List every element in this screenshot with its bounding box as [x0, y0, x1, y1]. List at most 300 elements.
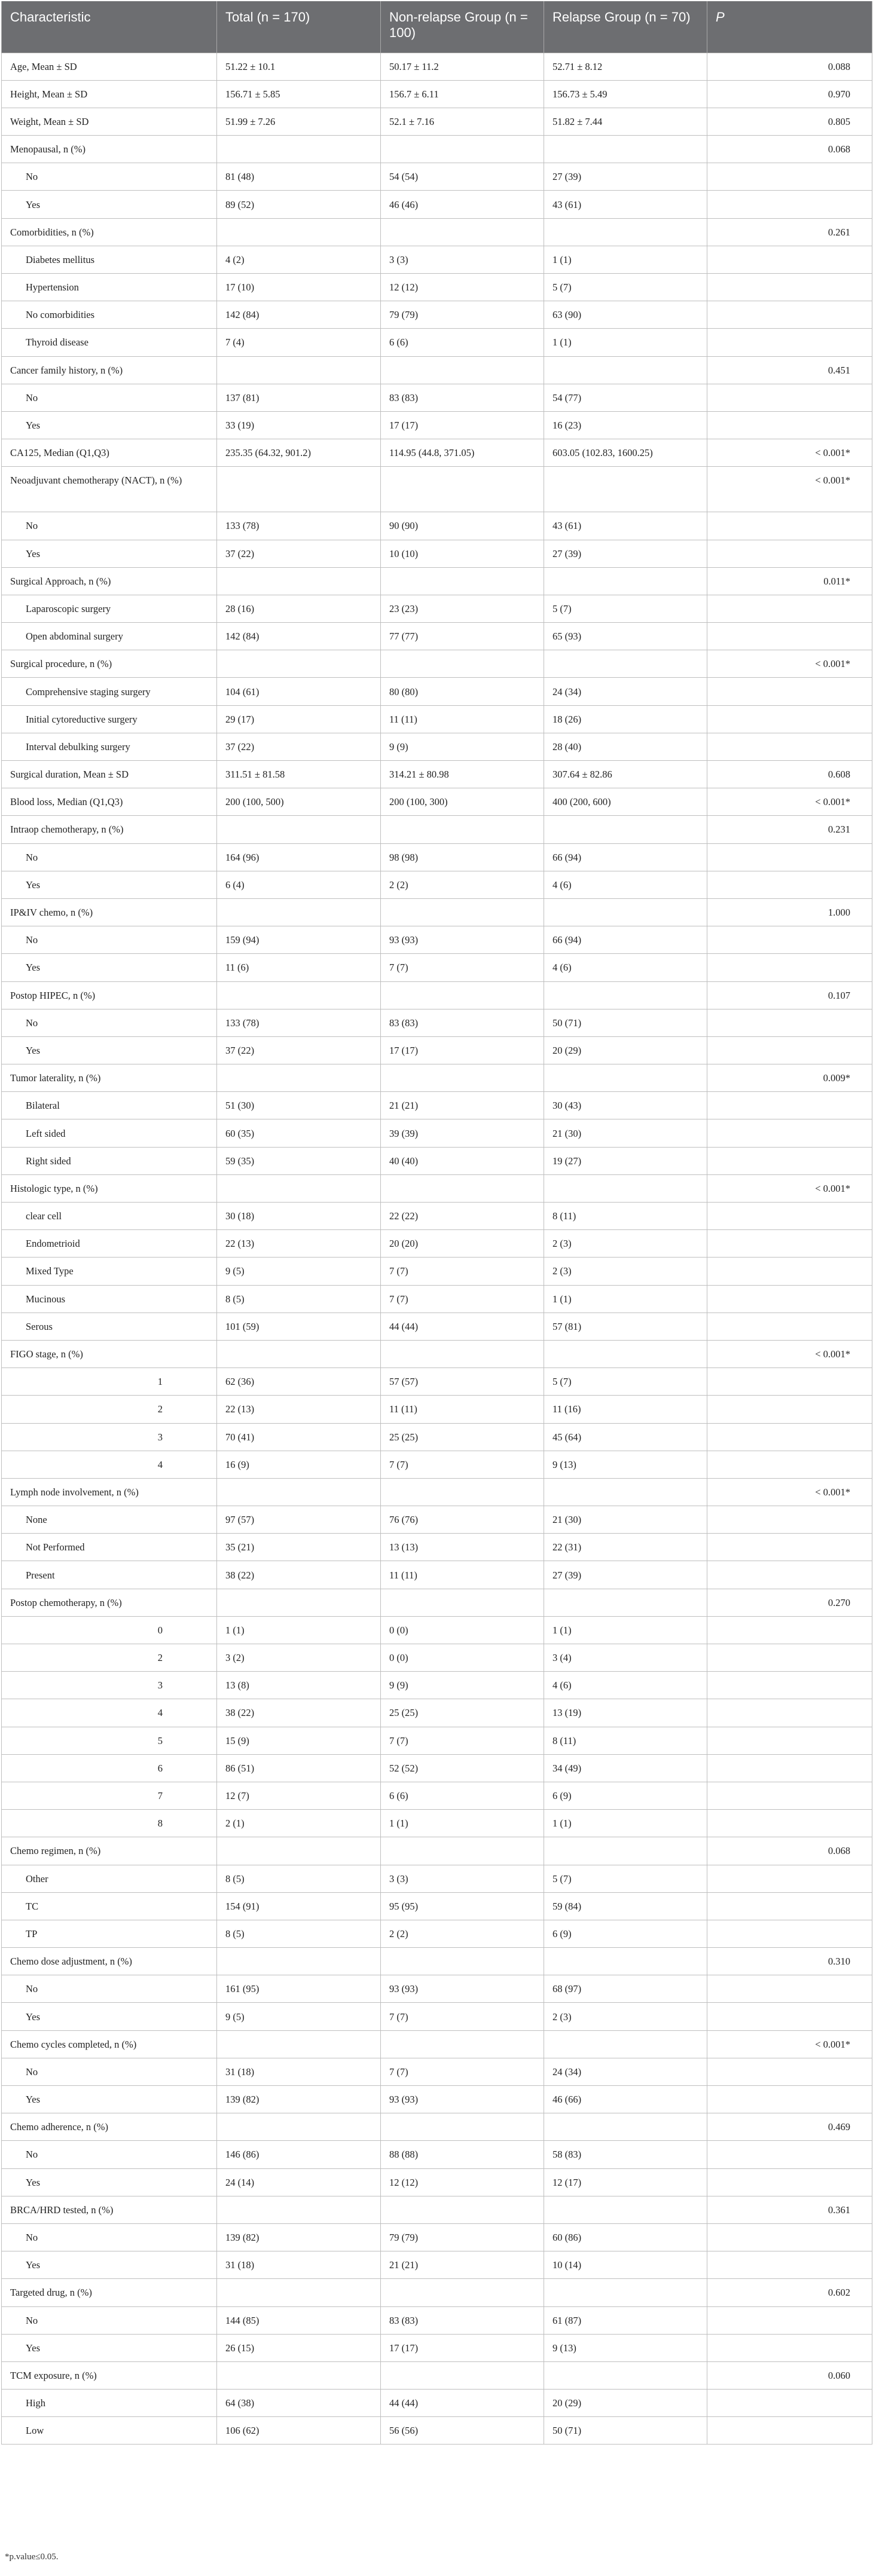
header-p-value: P: [707, 1, 872, 53]
cell-p-value: [707, 1644, 872, 1672]
table-row: [2, 53, 872, 80]
cell-p-value: [707, 512, 872, 540]
cell-nonrelapse: 22 (22): [381, 1203, 544, 1230]
table-row: [2, 411, 872, 439]
cell-nonrelapse: [381, 981, 544, 1009]
cell-relapse: 21 (30): [544, 1119, 707, 1147]
cell-total: 7 (4): [217, 329, 381, 356]
cell-nonrelapse: 79 (79): [381, 2223, 544, 2251]
cell-total: 1 (1): [217, 1616, 381, 1644]
cell-total: 311.51 ± 81.58: [217, 761, 381, 788]
table-row: [2, 329, 872, 356]
cell-p-value: 0.011*: [707, 567, 872, 595]
table-row: [2, 2141, 872, 2168]
cell-total: 89 (52): [217, 191, 381, 218]
cell-total: [217, 2279, 381, 2306]
cell-characteristic: Chemo regimen, n (%): [2, 1837, 217, 1865]
cell-relapse: 50 (71): [544, 1009, 707, 1036]
cell-total: 11 (6): [217, 954, 381, 981]
cell-characteristic: Chemo adherence, n (%): [2, 2113, 217, 2141]
cell-p-value: [707, 2251, 872, 2279]
cell-total: 104 (61): [217, 678, 381, 705]
cell-characteristic: No comorbidities: [2, 301, 217, 329]
cell-total: 139 (82): [217, 2086, 381, 2113]
cell-p-value: < 0.001*: [707, 1340, 872, 1367]
cell-p-value: [707, 1368, 872, 1396]
table-row: [2, 1258, 872, 1285]
table-row: [2, 1948, 872, 1975]
table-row: [2, 1865, 872, 1892]
cell-p-value: 0.451: [707, 356, 872, 384]
cell-relapse: 5 (7): [544, 1865, 707, 1892]
cell-nonrelapse: 23 (23): [381, 595, 544, 622]
cell-p-value: [707, 926, 872, 954]
cell-relapse: 65 (93): [544, 623, 707, 650]
cell-characteristic: Other: [2, 1865, 217, 1892]
cell-nonrelapse: 95 (95): [381, 1892, 544, 1920]
table-row: [2, 2390, 872, 2417]
table-row: [2, 1368, 872, 1396]
table-row: [2, 733, 872, 760]
cell-p-value: [707, 1147, 872, 1174]
cell-total: 142 (84): [217, 623, 381, 650]
cell-p-value: [707, 1534, 872, 1561]
cell-total: 37 (22): [217, 540, 381, 567]
cell-p-value: [707, 1451, 872, 1478]
cell-relapse: 156.73 ± 5.49: [544, 80, 707, 108]
cell-total: 3 (2): [217, 1644, 381, 1672]
cell-total: 12 (7): [217, 1782, 381, 1809]
table-row: [2, 2279, 872, 2306]
table-row: [2, 540, 872, 567]
cell-nonrelapse: [381, 1174, 544, 1202]
table-row: [2, 1203, 872, 1230]
cell-total: 29 (17): [217, 705, 381, 733]
cell-characteristic: Left sided: [2, 1119, 217, 1147]
cell-characteristic: No: [2, 926, 217, 954]
cell-relapse: 27 (39): [544, 540, 707, 567]
table-row: [2, 678, 872, 705]
cell-nonrelapse: 156.7 ± 6.11: [381, 80, 544, 108]
cell-relapse: 60 (86): [544, 2223, 707, 2251]
cell-p-value: 0.310: [707, 1948, 872, 1975]
table-row: [2, 2113, 872, 2141]
cell-characteristic: Chemo cycles completed, n (%): [2, 2030, 217, 2058]
table-row: [2, 2030, 872, 2058]
cell-relapse: [544, 1589, 707, 1616]
cell-nonrelapse: 7 (7): [381, 954, 544, 981]
cell-nonrelapse: 21 (21): [381, 1092, 544, 1119]
table-row: [2, 1230, 872, 1258]
cell-relapse: 66 (94): [544, 926, 707, 954]
cell-p-value: [707, 1727, 872, 1754]
table-row: [2, 191, 872, 218]
cell-relapse: [544, 981, 707, 1009]
cell-total: [217, 1174, 381, 1202]
table-row: [2, 954, 872, 981]
cell-nonrelapse: [381, 1589, 544, 1616]
cell-total: 13 (8): [217, 1672, 381, 1699]
cell-nonrelapse: 17 (17): [381, 1036, 544, 1064]
cell-nonrelapse: 93 (93): [381, 926, 544, 954]
cell-characteristic: Endometrioid: [2, 1230, 217, 1258]
cell-total: [217, 218, 381, 246]
cell-characteristic: 2: [2, 1644, 217, 1672]
table-row: [2, 705, 872, 733]
cell-total: 159 (94): [217, 926, 381, 954]
cell-p-value: < 0.001*: [707, 439, 872, 467]
table-row: [2, 1340, 872, 1367]
cell-characteristic: Not Performed: [2, 1534, 217, 1561]
cell-p-value: [707, 274, 872, 301]
table-row: [2, 1423, 872, 1451]
cell-total: 8 (5): [217, 1920, 381, 1947]
cell-characteristic: Neoadjuvant chemotherapy (NACT), n (%): [2, 467, 217, 512]
cell-characteristic: Yes: [2, 191, 217, 218]
cell-p-value: 0.088: [707, 53, 872, 80]
cell-total: 51.99 ± 7.26: [217, 108, 381, 135]
table-row: [2, 1644, 872, 1672]
cell-relapse: 2 (3): [544, 1230, 707, 1258]
cell-p-value: [707, 2086, 872, 2113]
cell-p-value: [707, 1699, 872, 1727]
cell-p-value: [707, 1036, 872, 1064]
cell-p-value: [707, 2168, 872, 2196]
cell-characteristic: No: [2, 384, 217, 411]
cell-nonrelapse: 1 (1): [381, 1810, 544, 1837]
cell-relapse: 22 (31): [544, 1534, 707, 1561]
cell-p-value: [707, 871, 872, 898]
table-row: [2, 816, 872, 843]
table-row: [2, 108, 872, 135]
cell-characteristic: Lymph node involvement, n (%): [2, 1478, 217, 1506]
cell-relapse: 5 (7): [544, 595, 707, 622]
cell-relapse: 57 (81): [544, 1313, 707, 1340]
table-row: [2, 274, 872, 301]
cell-p-value: [707, 843, 872, 871]
cell-p-value: [707, 301, 872, 329]
cell-total: 2 (1): [217, 1810, 381, 1837]
cell-total: [217, 136, 381, 163]
table-row: [2, 1119, 872, 1147]
header-nonrelapse: Non-relapse Group (n = 100): [381, 1, 544, 53]
cell-nonrelapse: [381, 467, 544, 512]
cell-relapse: [544, 136, 707, 163]
cell-relapse: 19 (27): [544, 1147, 707, 1174]
cell-characteristic: Comprehensive staging surgery: [2, 678, 217, 705]
cell-relapse: 27 (39): [544, 163, 707, 191]
cell-relapse: [544, 1948, 707, 1975]
cell-p-value: [707, 623, 872, 650]
cell-p-value: [707, 1920, 872, 1947]
cell-characteristic: TP: [2, 1920, 217, 1947]
cell-p-value: [707, 2417, 872, 2445]
cell-relapse: [544, 218, 707, 246]
cell-characteristic: Postop chemotherapy, n (%): [2, 1589, 217, 1616]
cell-total: 81 (48): [217, 163, 381, 191]
cell-nonrelapse: 79 (79): [381, 301, 544, 329]
table-row: [2, 2306, 872, 2334]
cell-relapse: 59 (84): [544, 1892, 707, 1920]
cell-nonrelapse: [381, 356, 544, 384]
cell-nonrelapse: 7 (7): [381, 1451, 544, 1478]
cell-nonrelapse: 52.1 ± 7.16: [381, 108, 544, 135]
cell-characteristic: Yes: [2, 2003, 217, 2030]
cell-relapse: 21 (30): [544, 1506, 707, 1534]
table-row: [2, 1837, 872, 1865]
cell-relapse: [544, 356, 707, 384]
cell-relapse: 58 (83): [544, 2141, 707, 2168]
cell-p-value: 0.107: [707, 981, 872, 1009]
table-row: [2, 623, 872, 650]
cell-relapse: 52.71 ± 8.12: [544, 53, 707, 80]
table-row: [2, 1616, 872, 1644]
cell-relapse: 4 (6): [544, 1672, 707, 1699]
cell-nonrelapse: [381, 2196, 544, 2223]
cell-p-value: [707, 1258, 872, 1285]
cell-nonrelapse: 13 (13): [381, 1534, 544, 1561]
cell-nonrelapse: 6 (6): [381, 329, 544, 356]
table-row: [2, 1147, 872, 1174]
cell-relapse: 5 (7): [544, 1368, 707, 1396]
table-row: [2, 2196, 872, 2223]
cell-characteristic: 4: [2, 1699, 217, 1727]
cell-nonrelapse: [381, 2030, 544, 2058]
cell-relapse: 63 (90): [544, 301, 707, 329]
cell-total: 33 (19): [217, 411, 381, 439]
cell-nonrelapse: 52 (52): [381, 1754, 544, 1782]
table-row: [2, 1975, 872, 2003]
table-row: [2, 163, 872, 191]
cell-nonrelapse: [381, 898, 544, 926]
cell-total: 64 (38): [217, 2390, 381, 2417]
table-row: [2, 1589, 872, 1616]
cell-nonrelapse: 57 (57): [381, 1368, 544, 1396]
cell-p-value: 0.270: [707, 1589, 872, 1616]
cell-nonrelapse: 9 (9): [381, 733, 544, 760]
cell-total: 8 (5): [217, 1285, 381, 1313]
cell-relapse: 68 (97): [544, 1975, 707, 2003]
cell-characteristic: No: [2, 1975, 217, 2003]
cell-characteristic: Yes: [2, 2086, 217, 2113]
cell-total: [217, 981, 381, 1009]
cell-p-value: [707, 1672, 872, 1699]
cell-total: 8 (5): [217, 1865, 381, 1892]
table-row: [2, 2168, 872, 2196]
header-characteristic: Characteristic: [2, 1, 217, 53]
cell-relapse: 307.64 ± 82.86: [544, 761, 707, 788]
cell-total: 139 (82): [217, 2223, 381, 2251]
cell-characteristic: BRCA/HRD tested, n (%): [2, 2196, 217, 2223]
cell-relapse: 18 (26): [544, 705, 707, 733]
cell-characteristic: Present: [2, 1561, 217, 1589]
cell-total: [217, 816, 381, 843]
cell-total: 59 (35): [217, 1147, 381, 1174]
table-row: [2, 1092, 872, 1119]
table-row: [2, 512, 872, 540]
cell-p-value: [707, 1313, 872, 1340]
cell-nonrelapse: 2 (2): [381, 871, 544, 898]
cell-nonrelapse: 90 (90): [381, 512, 544, 540]
cell-total: 70 (41): [217, 1423, 381, 1451]
cell-characteristic: FIGO stage, n (%): [2, 1340, 217, 1367]
cell-total: 51 (30): [217, 1092, 381, 1119]
cell-p-value: [707, 1865, 872, 1892]
cell-total: [217, 1589, 381, 1616]
cell-p-value: [707, 2223, 872, 2251]
cell-relapse: [544, 2113, 707, 2141]
cell-nonrelapse: [381, 567, 544, 595]
cell-characteristic: Open abdominal surgery: [2, 623, 217, 650]
table-row: [2, 2361, 872, 2389]
cell-relapse: 4 (6): [544, 871, 707, 898]
cell-nonrelapse: 83 (83): [381, 1009, 544, 1036]
cell-relapse: 1 (1): [544, 329, 707, 356]
cell-relapse: [544, 2279, 707, 2306]
cell-characteristic: No: [2, 2058, 217, 2085]
table-row: [2, 2003, 872, 2030]
cell-relapse: 61 (87): [544, 2306, 707, 2334]
cell-total: 26 (15): [217, 2334, 381, 2361]
cell-characteristic: Thyroid disease: [2, 329, 217, 356]
cell-nonrelapse: [381, 1948, 544, 1975]
cell-characteristic: Yes: [2, 2251, 217, 2279]
table-row: [2, 1561, 872, 1589]
cell-relapse: 13 (19): [544, 1699, 707, 1727]
cell-p-value: [707, 246, 872, 273]
cell-nonrelapse: 11 (11): [381, 705, 544, 733]
cell-relapse: 28 (40): [544, 733, 707, 760]
table-row: [2, 356, 872, 384]
cell-characteristic: No: [2, 2141, 217, 2168]
cell-p-value: [707, 2390, 872, 2417]
cell-relapse: 1 (1): [544, 1616, 707, 1644]
cell-characteristic: Yes: [2, 954, 217, 981]
table-row: [2, 2058, 872, 2085]
cell-relapse: 2 (3): [544, 1258, 707, 1285]
cell-relapse: 50 (71): [544, 2417, 707, 2445]
cell-p-value: < 0.001*: [707, 1478, 872, 1506]
cell-characteristic: 3: [2, 1672, 217, 1699]
cell-p-value: [707, 1754, 872, 1782]
table-row: [2, 871, 872, 898]
cell-characteristic: Tumor laterality, n (%): [2, 1064, 217, 1092]
cell-relapse: 1 (1): [544, 1810, 707, 1837]
cell-p-value: [707, 163, 872, 191]
cell-relapse: 1 (1): [544, 1285, 707, 1313]
cell-total: 51.22 ± 10.1: [217, 53, 381, 80]
cell-p-value: 0.060: [707, 2361, 872, 2389]
cell-relapse: 51.82 ± 7.44: [544, 108, 707, 135]
cell-p-value: [707, 954, 872, 981]
cell-p-value: [707, 384, 872, 411]
cell-p-value: [707, 1423, 872, 1451]
cell-nonrelapse: [381, 1340, 544, 1367]
cell-p-value: [707, 2141, 872, 2168]
cell-characteristic: 8: [2, 1810, 217, 1837]
cell-relapse: 603.05 (102.83, 1600.25): [544, 439, 707, 467]
cell-nonrelapse: 46 (46): [381, 191, 544, 218]
cell-total: 35 (21): [217, 1534, 381, 1561]
cell-total: 4 (2): [217, 246, 381, 273]
cell-p-value: [707, 1561, 872, 1589]
cell-p-value: < 0.001*: [707, 467, 872, 512]
cell-nonrelapse: 7 (7): [381, 2003, 544, 2030]
cell-characteristic: Intraop chemotherapy, n (%): [2, 816, 217, 843]
cell-total: [217, 1064, 381, 1092]
table-row: [2, 1506, 872, 1534]
cell-characteristic: Yes: [2, 2334, 217, 2361]
cell-nonrelapse: [381, 2279, 544, 2306]
cell-characteristic: Yes: [2, 871, 217, 898]
cell-p-value: [707, 1285, 872, 1313]
table-header: [2, 1, 872, 53]
cell-p-value: [707, 1810, 872, 1837]
cell-characteristic: 1: [2, 1368, 217, 1396]
cell-p-value: [707, 411, 872, 439]
table-row: [2, 898, 872, 926]
cell-relapse: 24 (34): [544, 678, 707, 705]
table-row: [2, 650, 872, 678]
cell-total: 37 (22): [217, 1036, 381, 1064]
cell-nonrelapse: 83 (83): [381, 2306, 544, 2334]
table-row: [2, 80, 872, 108]
cell-p-value: [707, 1009, 872, 1036]
cell-relapse: 9 (13): [544, 2334, 707, 2361]
cell-nonrelapse: 7 (7): [381, 1727, 544, 1754]
cell-relapse: [544, 650, 707, 678]
cell-nonrelapse: 40 (40): [381, 1147, 544, 1174]
cell-nonrelapse: 7 (7): [381, 2058, 544, 2085]
table-row: [2, 2223, 872, 2251]
cell-relapse: [544, 1174, 707, 1202]
cell-characteristic: Blood loss, Median (Q1,Q3): [2, 788, 217, 816]
cell-characteristic: No: [2, 163, 217, 191]
cell-total: 31 (18): [217, 2251, 381, 2279]
cell-nonrelapse: 44 (44): [381, 2390, 544, 2417]
cell-p-value: [707, 1230, 872, 1258]
cell-nonrelapse: 2 (2): [381, 1920, 544, 1947]
table-row: [2, 1782, 872, 1809]
table-row: [2, 1478, 872, 1506]
cell-nonrelapse: 56 (56): [381, 2417, 544, 2445]
cell-relapse: [544, 2196, 707, 2223]
header-total: Total (n = 170): [217, 1, 381, 53]
cell-relapse: 6 (9): [544, 1782, 707, 1809]
cell-p-value: [707, 1616, 872, 1644]
cell-relapse: 2 (3): [544, 2003, 707, 2030]
cell-relapse: [544, 467, 707, 512]
cell-total: 9 (5): [217, 2003, 381, 2030]
cell-p-value: [707, 2058, 872, 2085]
cell-characteristic: Surgical Approach, n (%): [2, 567, 217, 595]
cell-nonrelapse: 88 (88): [381, 2141, 544, 2168]
cell-relapse: 12 (17): [544, 2168, 707, 2196]
table-row: [2, 981, 872, 1009]
cell-nonrelapse: 11 (11): [381, 1396, 544, 1423]
cell-nonrelapse: 77 (77): [381, 623, 544, 650]
cell-relapse: 45 (64): [544, 1423, 707, 1451]
table-row: [2, 136, 872, 163]
cell-p-value: [707, 2334, 872, 2361]
cell-total: 133 (78): [217, 512, 381, 540]
cell-total: 86 (51): [217, 1754, 381, 1782]
cell-characteristic: Mixed Type: [2, 1258, 217, 1285]
table-row: [2, 788, 872, 816]
cell-characteristic: 4: [2, 1451, 217, 1478]
cell-relapse: [544, 898, 707, 926]
cell-characteristic: Histologic type, n (%): [2, 1174, 217, 1202]
